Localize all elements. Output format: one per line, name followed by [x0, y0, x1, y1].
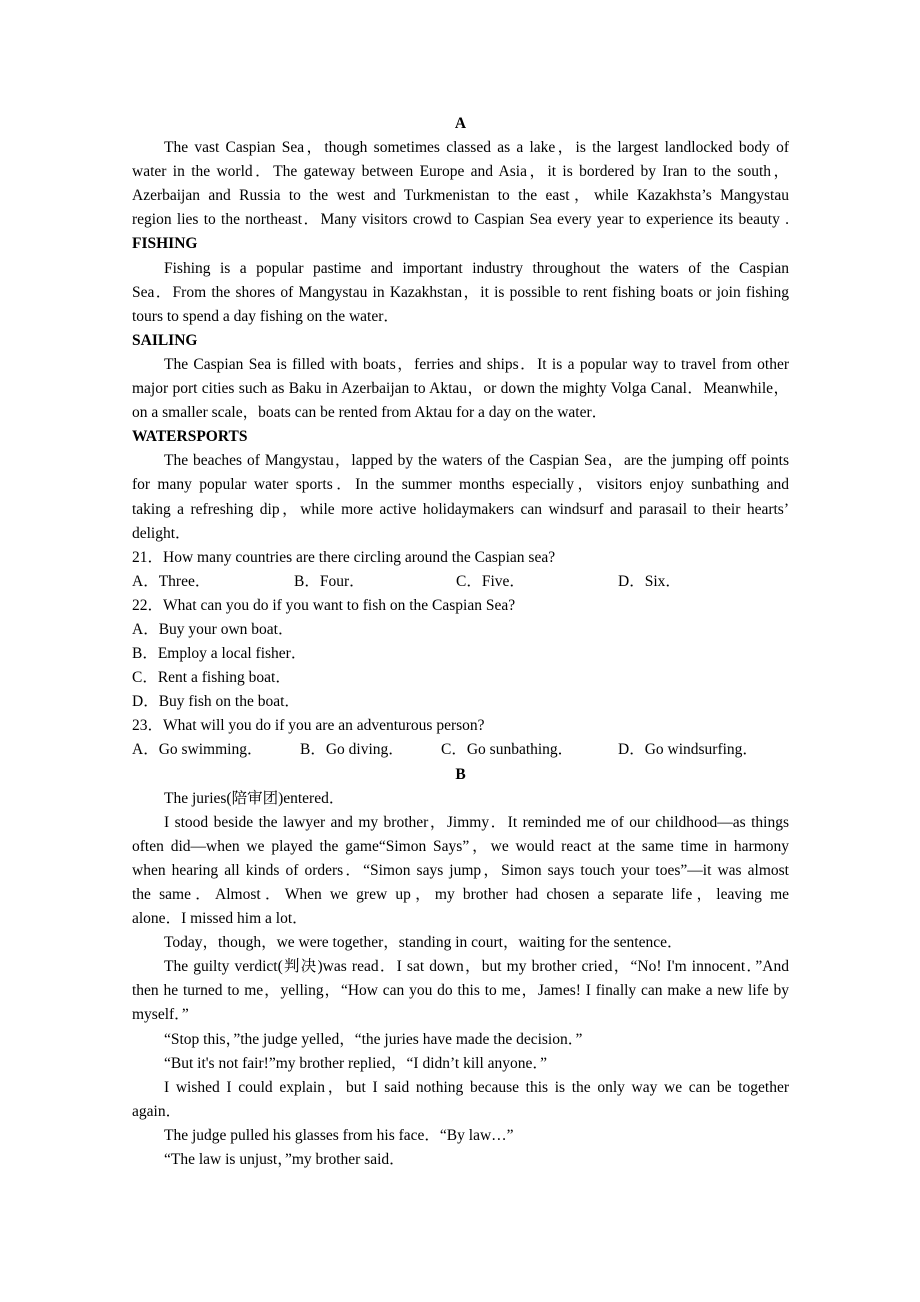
- section-b-label: B: [455, 765, 466, 783]
- story-text: [132, 787, 789, 1173]
- option-c: C．Rent a fishing boat．: [132, 669, 291, 687]
- option-a: A．Go swimming．: [132, 741, 263, 759]
- section-a-label: A: [454, 115, 467, 132]
- paragraph-line: The juries(陪审团)entered．: [164, 789, 345, 807]
- option-b: B．Employ a local fisher．: [132, 645, 307, 663]
- paragraph-line: Fishing is a popular pastime and important industry throughout the waters of the Caspian: [164, 259, 789, 277]
- paragraph-line: Sea．From the shores of Mangystau in Kazakhstan，it is possible to rent fishing boats or join fishing: [132, 283, 789, 301]
- sailing-heading: SAILING: [132, 331, 198, 349]
- document-page: [132, 112, 789, 1172]
- paragraph-line: “The law is unjust，”my brother said．: [164, 1151, 405, 1169]
- option-b: B．Four．: [294, 572, 365, 590]
- paragraph-line: The Caspian Sea is filled with boats，ferries and ships．It is a popular way to travel from other: [164, 355, 789, 373]
- question-22: 22．What can you do if you want to fish on the Caspian Sea?: [132, 596, 516, 614]
- option-d: D．Six．: [618, 572, 681, 590]
- paragraph-line: I wished I could explain，but I said nothing because this is the only way we can be together: [164, 1078, 789, 1096]
- question-23: 23．What will you do if you are an adventurous person?: [132, 717, 485, 735]
- paragraph-line: again．: [132, 1102, 182, 1120]
- question-21-options: [132, 570, 789, 594]
- paragraph-line: delight．: [132, 524, 191, 542]
- question-23-options: [132, 738, 789, 762]
- fishing-paragraph: [132, 257, 789, 329]
- option-d: D．Buy fish on the boat．: [132, 693, 300, 711]
- paragraph-line: Azerbaijan and Russia to the west and Turkmenistan to the east，while Kazakhsta’s Mangystau: [132, 187, 789, 205]
- paragraph-line: major port cities such as Baku in Azerbaijan to Aktau，or down the mighty Volga Canal．Meanwhile，: [132, 380, 789, 398]
- watersports-heading: WATERSPORTS: [132, 428, 248, 446]
- option-c: C．Five．: [456, 572, 525, 590]
- paragraph-line: “Stop this，”the judge yelled，“the juries have made the decision．”: [164, 1030, 583, 1048]
- paragraph-line: for many popular water sports．In the summer months especially，visitors enjoy sunbathing and: [132, 476, 789, 494]
- intro-paragraph: [132, 136, 789, 232]
- paragraph-line: “But it's not fair!”my brother replied，“I didn’t kill anyone．”: [164, 1054, 548, 1072]
- option-d: D．Go windsurfing．: [618, 741, 758, 759]
- watersports-paragraph: [132, 449, 789, 545]
- paragraph-line: water in the world．The gateway between Europe and Asia，it is bordered by Iran to the south，: [132, 163, 789, 181]
- fishing-heading: FISHING: [132, 235, 198, 253]
- paragraph-line: myself．”: [132, 1006, 189, 1024]
- paragraph-line: region lies to the northeast．Many visitors crowd to Caspian Sea every year to experience its beauty .: [132, 211, 789, 229]
- paragraph-line: The guilty verdict(判决)was read．I sat down，but my brother cried，“No! I'm innocent．”And: [164, 958, 789, 976]
- sailing-paragraph: [132, 353, 789, 425]
- paragraph-line: The judge pulled his glasses from his face．“By law…”: [164, 1126, 514, 1144]
- paragraph-line: taking a refreshing dip，while more active holidaymakers can windsurf and parasail to their hearts’: [132, 500, 789, 518]
- paragraph-line: on a smaller scale，boats can be rented from Aktau for a day on the water．: [132, 404, 608, 422]
- paragraph-line: tours to spend a day fishing on the water．: [132, 307, 399, 325]
- option-a: A．Three．: [132, 572, 211, 590]
- option-b: B．Go diving．: [300, 741, 404, 759]
- paragraph-line: I stood beside the lawyer and my brother，Jimmy．It reminded me of our childhood—as things: [164, 813, 789, 831]
- paragraph-line: often did—when we played the game“Simon Says”，we would react at the same time in harmony: [132, 837, 789, 855]
- paragraph-line: alone．I missed him a lot．: [132, 910, 308, 928]
- paragraph-line: Today，though，we were together，standing in court，waiting for the sentence．: [164, 934, 683, 952]
- paragraph-line: when hearing all kinds of orders．“Simon says jump，Simon says touch your toes”—it was almost: [132, 861, 789, 879]
- paragraph-line: The beaches of Mangystau，lapped by the waters of the Caspian Sea，are the jumping off points: [164, 452, 789, 470]
- option-c: C．Go sunbathing．: [441, 741, 574, 759]
- paragraph-line: the same．Almost．When we grew up，my brother had chosen a separate life，leaving me: [132, 886, 789, 903]
- paragraph-line: The vast Caspian Sea，though sometimes classed as a lake，is the largest landlocked body of: [164, 139, 789, 157]
- question-21: 21．How many countries are there circling around the Caspian sea?: [132, 548, 556, 566]
- option-a: A．Buy your own boat．: [132, 620, 294, 638]
- paragraph-line: then he turned to me，yelling，“How can you do this to me，James! I finally can make a new life by: [132, 982, 789, 1000]
